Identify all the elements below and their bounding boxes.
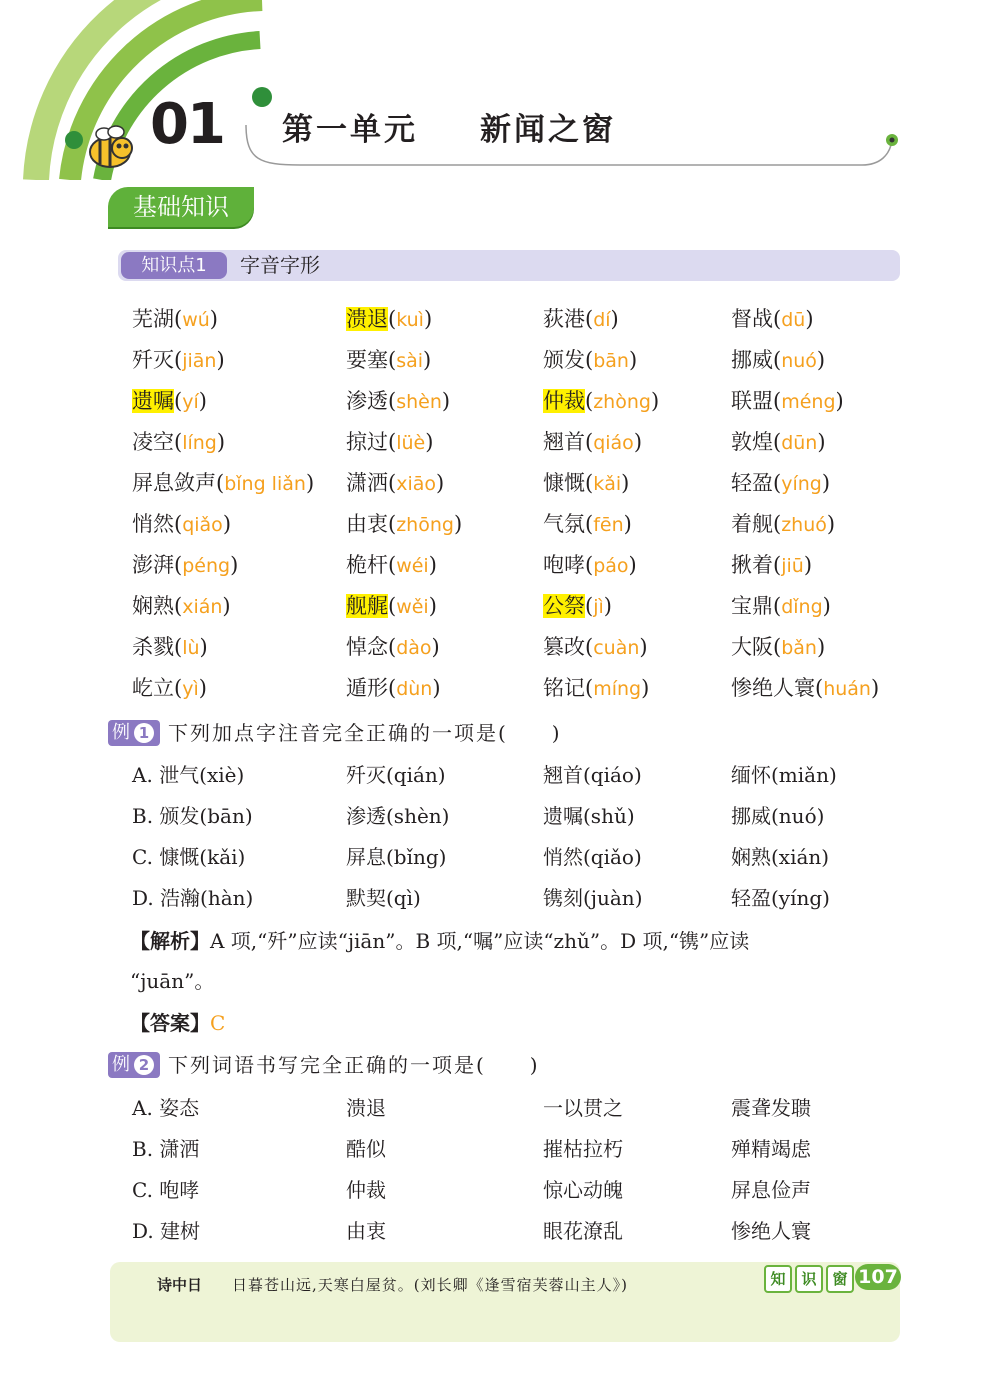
option-cell: B. 颁发(bān) (132, 804, 253, 828)
vocab-word: 芜湖 (132, 307, 174, 331)
option-cell: 悄然(qiǎo) (543, 845, 642, 869)
brand-char: 窗 (826, 1265, 854, 1293)
option-cell: 一以贯之 (543, 1096, 623, 1120)
vocab-item: 咆哮(páo) (543, 553, 637, 577)
vocab-pinyin: dào (396, 637, 432, 659)
vocab-item: 遁形(dùn) (346, 676, 441, 700)
vocab-pinyin: yíng (781, 473, 822, 495)
option-cell: 默契(qì) (346, 886, 421, 910)
vocab-pinyin: dí (593, 309, 611, 331)
vocab-item: 杀戮(lù) (132, 635, 208, 659)
option-cell: 惊心动魄 (543, 1178, 623, 1202)
vocab-item: 舰艉(wěi) (346, 594, 437, 618)
example-label: 例 (112, 722, 130, 743)
option-cell: C. 慷慨(kǎi) (132, 845, 246, 869)
knowledge-point-bar (118, 250, 900, 281)
vocab-pinyin: méng (781, 391, 836, 413)
vocab-item: 慷慨(kǎi) (543, 471, 630, 495)
vocab-word: 着舰 (731, 512, 773, 536)
vocab-item: 溃退(kuì) (346, 307, 433, 331)
option-cell: D. 建树 (132, 1219, 201, 1243)
vocab-word: 由衷 (346, 512, 388, 536)
vocab-item: 荻港(dí) (543, 307, 619, 331)
vocab-word: 铭记 (543, 676, 585, 700)
vocab-pinyin: yì (182, 678, 199, 700)
vocab-word: 慷慨 (543, 471, 585, 495)
vocab-item: 篡改(cuàn) (543, 635, 648, 659)
vocab-pinyin: qiǎo (182, 514, 223, 536)
vocab-item: 由衷(zhōng) (346, 512, 463, 536)
analysis-text-line1: A 项,“歼”应读“jiān”。B 项,“嘱”应读“zhǔ”。D 项,“镌”应读 (210, 929, 750, 953)
vocab-pinyin: dū (781, 309, 806, 331)
vocab-item: 芜湖(wú) (132, 307, 218, 331)
vocab-item: 惨绝人寰(huán) (731, 676, 880, 700)
vocab-pinyin: huán (823, 678, 871, 700)
example-2-question: 下列词语书写完全正确的一项是( ) (168, 1053, 540, 1077)
vocab-pinyin: nuó (781, 350, 817, 372)
vocab-word: 挪威 (731, 348, 773, 372)
vocab-pinyin: lüè (396, 432, 426, 454)
vocab-word: 揪着 (731, 553, 773, 577)
vocab-item: 大阪(bǎn) (731, 635, 826, 659)
option-cell: 惨绝人寰 (731, 1219, 811, 1243)
option-cell: 缅怀(miǎn) (731, 763, 837, 787)
vocab-item: 掠过(lüè) (346, 430, 434, 454)
vocab-item: 娴熟(xián) (132, 594, 231, 618)
vocab-pinyin: wú (182, 309, 210, 331)
vocab-word: 掠过 (346, 430, 388, 454)
vocab-item: 桅杆(wéi) (346, 553, 437, 577)
vocab-pinyin: míng (593, 678, 642, 700)
example-number: 2 (134, 1055, 154, 1075)
option-cell: 屏息俭声 (731, 1178, 811, 1202)
analysis-label: 【解析】 (130, 929, 210, 953)
vocab-pinyin: zhōng (396, 514, 454, 536)
vocab-item: 屏息敛声(bǐng liǎn) (132, 471, 315, 495)
vocab-word: 公祭 (543, 594, 585, 618)
vocab-word: 舰艉 (346, 594, 388, 618)
vocab-word: 气氛 (543, 512, 585, 536)
example-1-analysis (130, 928, 749, 954)
vocab-word: 溃退 (346, 307, 388, 331)
option-cell: 挪威(nuó) (731, 804, 825, 828)
option-cell: 震聋发聩 (731, 1096, 811, 1120)
vocab-pinyin: xián (182, 596, 223, 618)
footer-label: 诗中日 (157, 1276, 203, 1294)
vocab-word: 轻盈 (731, 471, 773, 495)
brand-char: 知 (764, 1265, 792, 1293)
vocab-item: 着舰(zhuó) (731, 512, 836, 536)
vocab-pinyin: lù (182, 637, 200, 659)
answer-value: C (210, 1011, 226, 1035)
vocab-item: 挪威(nuó) (731, 348, 826, 372)
vocab-word: 颁发 (543, 348, 585, 372)
example-number: 1 (134, 723, 154, 743)
vocab-pinyin: shèn (396, 391, 442, 413)
option-cell: B. 潇洒 (132, 1137, 200, 1161)
vocab-item: 悄然(qiǎo) (132, 512, 232, 536)
vocab-pinyin: dūn (781, 432, 818, 454)
section-badge: 基础知识 (108, 187, 254, 227)
vocab-pinyin: bǎn (781, 637, 817, 659)
vocab-item: 要塞(sài) (346, 348, 432, 372)
option-cell: 遗嘱(shǔ) (543, 804, 635, 828)
vocab-item: 屹立(yì) (132, 676, 207, 700)
page-number: 107 (855, 1264, 901, 1290)
vocab-word: 屹立 (132, 676, 174, 700)
vocab-item: 凌空(líng) (132, 430, 226, 454)
option-cell: 由衷 (346, 1219, 386, 1243)
option-cell: 屏息(bǐng) (346, 845, 447, 869)
vocab-pinyin: zhuó (781, 514, 827, 536)
unit-title: 第一单元 (282, 112, 418, 148)
vocab-item: 气氛(fēn) (543, 512, 632, 536)
option-cell: A. 泄气(xiè) (132, 763, 245, 787)
vocab-pinyin: cuàn (593, 637, 640, 659)
brand-char: 识 (795, 1265, 823, 1293)
option-cell: 轻盈(yíng) (731, 886, 830, 910)
option-cell: 娴熟(xián) (731, 845, 830, 869)
vocab-word: 联盟 (731, 389, 773, 413)
vocab-item: 公祭(jì) (543, 594, 612, 618)
vocab-pinyin: bǐng liǎn (224, 473, 306, 495)
vocab-word: 督战 (731, 307, 773, 331)
vocab-pinyin: yí (182, 391, 199, 413)
vocab-pinyin: fēn (593, 514, 624, 536)
vocab-word: 惨绝人寰 (731, 676, 815, 700)
vocab-word: 悄然 (132, 512, 174, 536)
vocab-item: 联盟(méng) (731, 389, 844, 413)
vocab-word: 翘首 (543, 430, 585, 454)
vocab-pinyin: sài (396, 350, 424, 372)
vocab-pinyin: wéi (396, 555, 429, 577)
vocab-item: 敦煌(dūn) (731, 430, 826, 454)
footer-poem: 日暮苍山远,天寒白屋贫。(刘长卿《逢雪宿芙蓉山主人》) (232, 1276, 628, 1294)
vocab-word: 仲裁 (543, 389, 585, 413)
knowledge-point-tag: 知识点1 (121, 252, 227, 279)
unit-subtitle: 新闻之窗 (480, 112, 616, 148)
vocab-word: 澎湃 (132, 553, 174, 577)
vocab-word: 悼念 (346, 635, 388, 659)
vocab-pinyin: qiáo (593, 432, 634, 454)
vocab-item: 宝鼎(dǐng) (731, 594, 831, 618)
vocab-word: 娴熟 (132, 594, 174, 618)
vocab-word: 凌空 (132, 430, 174, 454)
vocab-word: 敦煌 (731, 430, 773, 454)
vocab-pinyin: bān (593, 350, 629, 372)
vocab-word: 杀戮 (132, 635, 174, 659)
option-cell: 殚精竭虑 (731, 1137, 811, 1161)
vocab-item: 潇洒(xiāo) (346, 471, 445, 495)
unit-number: 01 (150, 92, 224, 157)
vocab-pinyin: líng (182, 432, 217, 454)
vocab-pinyin: kǎi (593, 473, 622, 495)
answer-label: 【答案】 (130, 1011, 210, 1035)
option-cell: D. 浩瀚(hàn) (132, 886, 254, 910)
vocab-word: 潇洒 (346, 471, 388, 495)
option-cell: A. 姿态 (132, 1096, 200, 1120)
vocab-pinyin: zhòng (593, 391, 651, 413)
vocab-pinyin: jiū (781, 555, 804, 577)
example-1-question: 下列加点字注音完全正确的一项是( ) (168, 721, 562, 745)
option-cell: 酷似 (346, 1137, 386, 1161)
option-cell: 眼花潦乱 (543, 1219, 623, 1243)
vocab-pinyin: péng (182, 555, 231, 577)
vocab-item: 澎湃(péng) (132, 553, 239, 577)
option-cell: 摧枯拉朽 (543, 1137, 623, 1161)
vocab-word: 遗嘱 (132, 389, 174, 413)
option-cell: 仲裁 (346, 1178, 386, 1202)
vocab-word: 篡改 (543, 635, 585, 659)
vocab-pinyin: dùn (396, 678, 433, 700)
vocab-word: 荻港 (543, 307, 585, 331)
option-cell: 溃退 (346, 1096, 386, 1120)
vocab-word: 屏息敛声 (132, 471, 216, 495)
vocab-word: 宝鼎 (731, 594, 773, 618)
vocab-pinyin: dǐng (781, 596, 823, 618)
vocab-item: 颁发(bān) (543, 348, 638, 372)
example-1-tag (108, 720, 160, 746)
vocab-pinyin: jì (593, 596, 604, 618)
vocab-word: 渗透 (346, 389, 388, 413)
option-cell: C. 咆哮 (132, 1178, 200, 1202)
vocab-word: 遁形 (346, 676, 388, 700)
option-cell: 渗透(shèn) (346, 804, 450, 828)
vocab-pinyin: kuì (396, 309, 424, 331)
vocab-word: 大阪 (731, 635, 773, 659)
example-label: 例 (112, 1054, 130, 1075)
example-1-answer (130, 1010, 225, 1036)
vocab-item: 轻盈(yíng) (731, 471, 831, 495)
vocab-item: 悼念(dào) (346, 635, 440, 659)
option-cell: 歼灭(qián) (346, 763, 446, 787)
vocab-word: 要塞 (346, 348, 388, 372)
vocab-item: 渗透(shèn) (346, 389, 451, 413)
option-cell: 翘首(qiáo) (543, 763, 642, 787)
vocab-pinyin: xiāo (396, 473, 436, 495)
knowledge-point-title: 字音字形 (240, 253, 320, 277)
example-1-analysis-line2: “juān”。 (130, 969, 215, 993)
vocab-item: 督战(dū) (731, 307, 814, 331)
vocab-word: 歼灭 (132, 348, 174, 372)
vocab-item: 揪着(jiū) (731, 553, 813, 577)
vocab-word: 咆哮 (543, 553, 585, 577)
vocab-word: 桅杆 (346, 553, 388, 577)
vocab-pinyin: wěi (396, 596, 429, 618)
vocab-pinyin: páo (593, 555, 629, 577)
example-2-tag (108, 1052, 160, 1078)
vocab-item: 遗嘱(yí) (132, 389, 207, 413)
footer-brand (764, 1265, 857, 1293)
vocab-item: 铭记(míng) (543, 676, 650, 700)
vocab-item: 仲裁(zhòng) (543, 389, 660, 413)
vocab-item: 歼灭(jiān) (132, 348, 225, 372)
vocab-pinyin: jiān (182, 350, 217, 372)
vocab-item: 翘首(qiáo) (543, 430, 643, 454)
option-cell: 镌刻(juàn) (543, 886, 643, 910)
